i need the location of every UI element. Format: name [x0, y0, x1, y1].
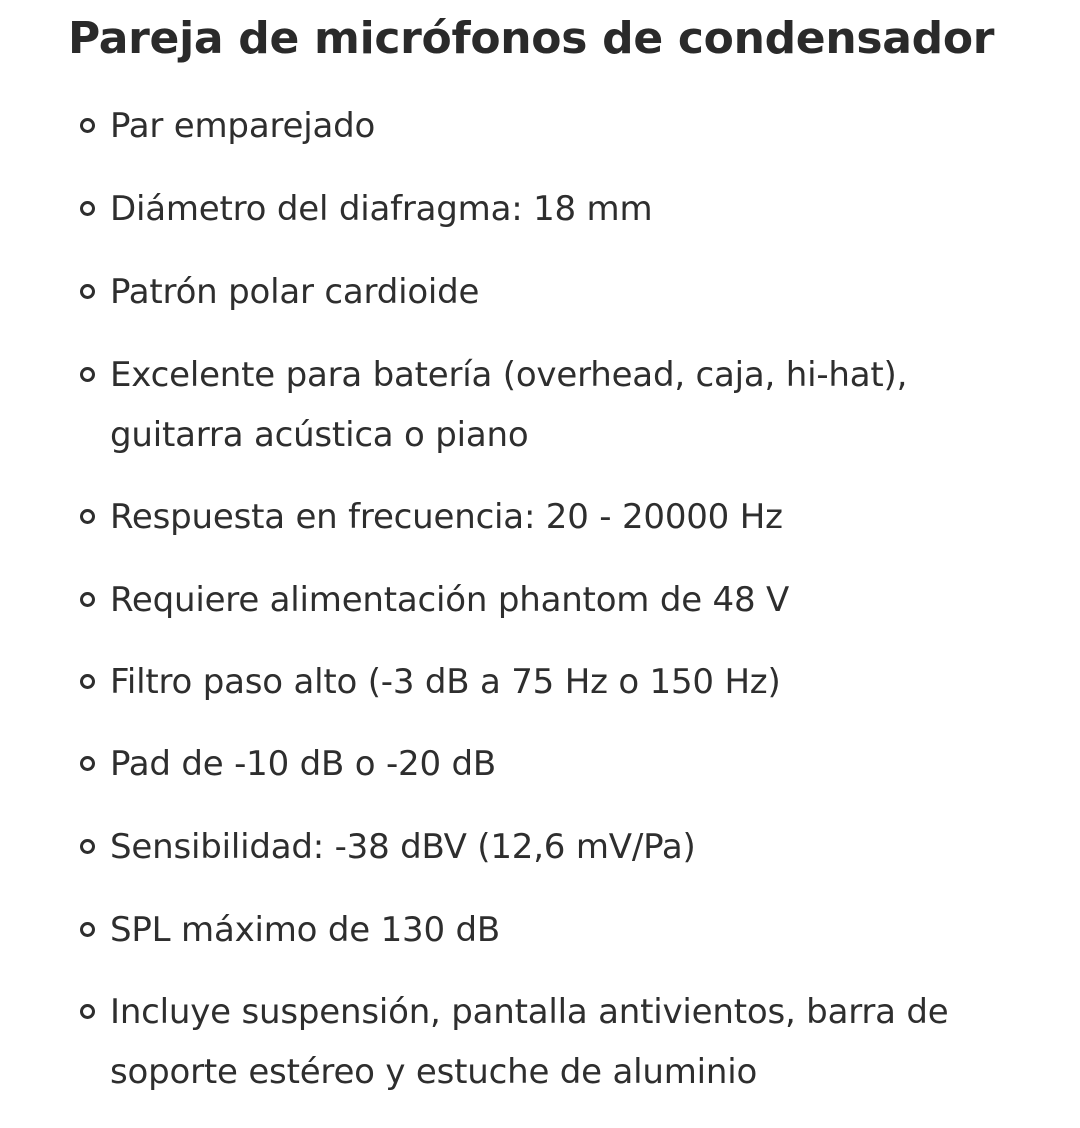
list-item — [110, 570, 1010, 630]
list-item-text: Sensibilidad: -38 dBV (12,6 mV/Pa) — [110, 827, 696, 867]
list-item-text-continuation: guitarra acústica o piano — [110, 415, 529, 455]
list-item — [110, 487, 1010, 547]
list-item — [110, 982, 1010, 1102]
list-item-text: Diámetro del diafragma: 18 mm — [110, 189, 653, 229]
bullet-icon — [80, 674, 95, 689]
list-item — [110, 179, 1010, 239]
list-item-text-continuation: soporte estéreo y estuche de aluminio — [110, 1052, 758, 1092]
list-item-text: Excelente para batería (overhead, caja, hi-hat), — [110, 355, 908, 395]
bullet-icon — [80, 756, 95, 771]
list-item — [110, 817, 1010, 877]
bullet-icon — [80, 839, 95, 854]
list-item — [110, 652, 1010, 712]
page-title: Pareja de micrófonos de condensador — [68, 13, 995, 64]
bullet-icon — [80, 284, 95, 299]
list-item — [110, 96, 1010, 156]
list-item — [110, 345, 1010, 465]
bullet-icon — [80, 1004, 95, 1019]
list-item-text: Requiere alimentación phantom de 48 V — [110, 580, 790, 620]
list-item-text: Patrón polar cardioide — [110, 272, 480, 312]
bullet-icon — [80, 922, 95, 937]
bullet-icon — [80, 367, 95, 382]
list-item — [110, 900, 1010, 960]
list-item-text: Respuesta en frecuencia: 20 - 20000 Hz — [110, 497, 783, 537]
list-item-text: Pad de -10 dB o -20 dB — [110, 744, 497, 784]
bullet-icon — [80, 201, 95, 216]
list-item — [110, 734, 1010, 794]
list-item — [110, 262, 1010, 322]
list-item-text: Filtro paso alto (-3 dB a 75 Hz o 150 Hz) — [110, 662, 781, 702]
list-item-text: Incluye suspensión, pantalla antivientos, barra de — [110, 992, 949, 1032]
bullet-icon — [80, 118, 95, 133]
bullet-icon — [80, 592, 95, 607]
bullet-icon — [80, 509, 95, 524]
list-item-text: Par emparejado — [110, 106, 376, 146]
list-item-text: SPL máximo de 130 dB — [110, 910, 501, 950]
